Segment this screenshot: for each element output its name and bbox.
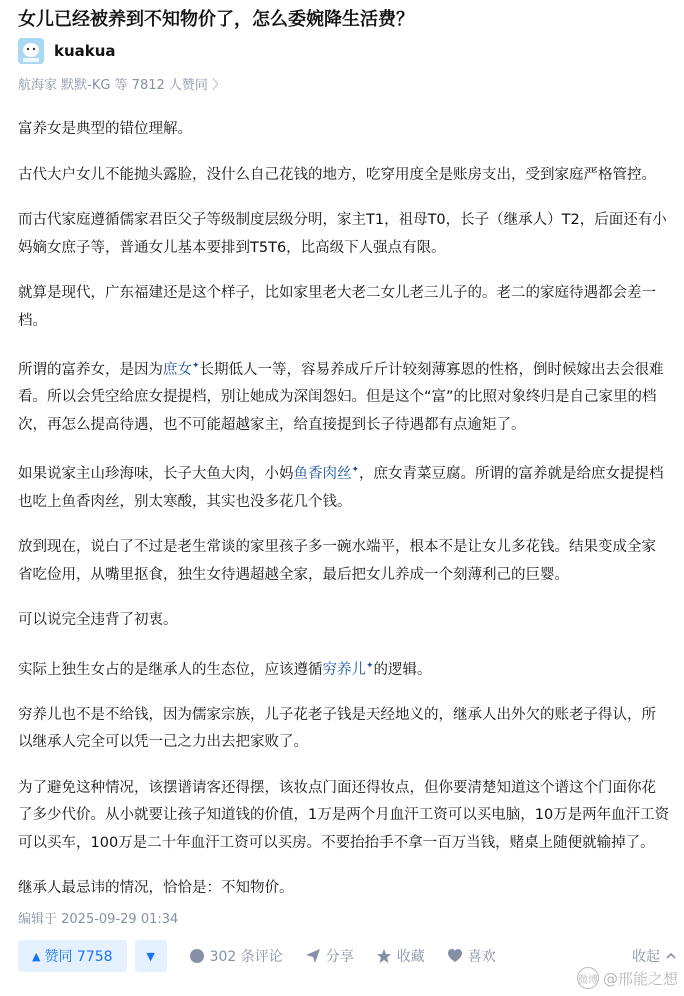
keyword-link-yuxiangrousi[interactable]: 鱼香肉丝 — [293, 466, 352, 483]
answer-paragraph-4: 就算是现代，广东福建还是这个样子，比如家里老大老二女儿老三儿子的。老二的家庭待遇都会差一档。 — [18, 285, 656, 329]
answer-paragraph-9: 实际上独生女占的是继承人的生态位，应该遵循穷养儿✦的逻辑。 — [18, 660, 432, 678]
favorite-label: 收藏 — [396, 949, 425, 965]
comments-label: 302 条评论 — [209, 949, 283, 965]
answer-paragraph-7: 放到现在，说白了不过是老生常谈的家里孩子多一碗水端平，根本不是让女儿多花钱。结果变成全家省吃俭用，从嘴里抠食，独生女待遇超越全家，最后把女儿养成一个刻薄利己的巨婴。 — [18, 539, 656, 583]
share-button[interactable] — [305, 946, 354, 966]
answer-paragraph-5: 所谓的富养女，是因为庶女✦长期低人一等，容易养成斤斤计较刻薄寡恩的性格，倒时候嫁出去会很难看。所以会凭空给庶女提提档，别让她成为深闺怨妇。但是这个“富”的比照对象终归是自己家里的档次，再怎么提高待遇，也不可能超越家主，给直接提到长子待遇都有点逾矩了。 — [18, 361, 664, 433]
edited-time[interactable]: 编辑于 2025-09-29 01:34 — [18, 912, 179, 927]
weibo-logo-icon: 微博 — [577, 967, 599, 989]
answer-paragraph-12: 继承人最忌讳的情况，恰恰是：不知物价。 — [18, 880, 294, 897]
favorite-button[interactable] — [376, 946, 425, 966]
answer-paragraph-8: 可以说完全违背了初衷。 — [18, 612, 178, 629]
star-icon — [376, 948, 392, 964]
triangle-down-icon: ▼ — [146, 949, 155, 963]
collapse-label: 收起 — [632, 949, 660, 965]
author-name[interactable]: kuakua — [54, 42, 116, 60]
like-label: 喜欢 — [467, 949, 496, 965]
author-info — [18, 38, 116, 64]
share-icon — [305, 948, 321, 964]
share-label: 分享 — [325, 949, 354, 965]
answer-paragraph-2: 古代大户女儿不能抛头露脸，没什么自己花钱的地方，吃穿用度全是账房支出，受到家庭严格管控。 — [18, 166, 656, 183]
downvote-button[interactable] — [135, 940, 167, 972]
keyword-link-shunv[interactable]: 庶女 — [163, 361, 192, 378]
heart-icon — [447, 948, 463, 964]
triangle-up-icon: ▲ — [32, 949, 41, 963]
chevron-up-icon — [664, 949, 678, 963]
avatar-icon — [18, 38, 44, 64]
answer-paragraph-6: 如果说家主山珍海味，长子大鱼大肉，小妈鱼香肉丝✦，庶女青菜豆腐。所谓的富养就是给庶女提提档也吃上鱼香肉丝，别太寒酸，其实也没多花几个钱。 — [18, 465, 664, 510]
answer-paragraph-3: 而古代家庭遵循儒家君臣父子等级制度层级分明，家主T1，祖母T0，长子（继承人）T2，后面还有小妈嫡女庶子等，普通女儿基本要排到T5T6，比高级下人强点有限。 — [18, 212, 667, 256]
upvote-label: 赞同 7758 — [44, 949, 113, 965]
watermark-text: @邢能之想 — [602, 969, 678, 988]
question-title[interactable]: 女儿已经被养到不知物价了，怎么委婉降生活费？ — [18, 9, 414, 30]
sparkle-icon: ✦ — [351, 465, 360, 476]
like-button[interactable] — [447, 946, 496, 966]
comments-button[interactable] — [189, 946, 283, 966]
comment-icon — [189, 948, 205, 964]
answer-content — [18, 116, 670, 913]
chevron-right-icon: 〉 — [212, 78, 226, 93]
upvoters-text: 航海家 默默-KG 等 7812 人赞同 — [18, 78, 208, 93]
upvote-button[interactable] — [18, 940, 127, 972]
author-avatar[interactable] — [18, 38, 44, 64]
sparkle-icon: ✦ — [366, 660, 374, 671]
sparkle-icon: ✦ — [192, 361, 200, 371]
answer-paragraph-10: 穷养儿也不是不给钱，因为儒家宗族，儿子花老子钱是天经地义的，继承人出外欠的账老子得认，所以继承人完全可以凭一己之力出去把家败了。 — [18, 706, 656, 751]
answer-paragraph-1: 富养女是典型的错位理解。 — [18, 121, 192, 137]
answer-paragraph-11: 为了避免这种情况，该摆谱请客还得摆，该妆点门面还得妆点，但你要清楚知道这个谱这个门面你花了多少代价。从小就要让孩子知道钱的价值，1万是两个月血汗工资可以买电脑，10万是两年血汗工资可以买车，100万是二十年血汗工资可以买房。不要抬抬手不拿一百万当钱，赌桌上随便就输掉了。 — [18, 779, 670, 851]
keyword-link-qiongyanger[interactable]: 穷养儿 — [322, 661, 366, 678]
weibo-watermark — [577, 967, 678, 989]
upvoters-summary[interactable] — [18, 76, 225, 96]
